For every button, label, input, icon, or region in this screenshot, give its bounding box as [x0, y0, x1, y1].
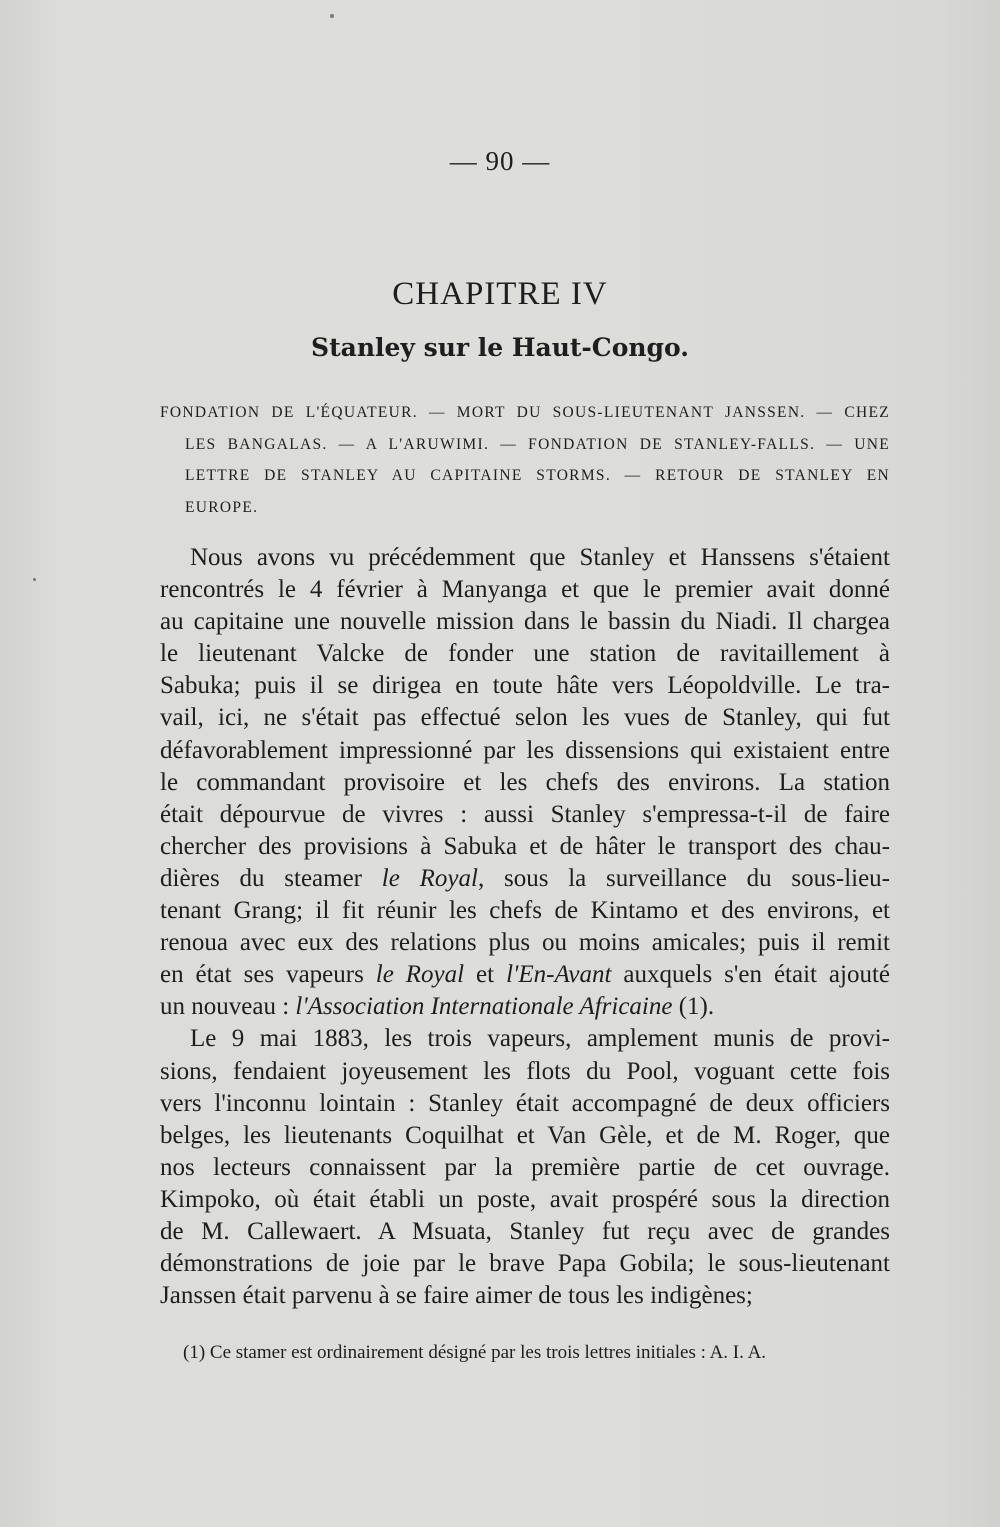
body-line: vers l'inconnu lointain : Stanley était accompagné de deux officiers: [160, 1089, 890, 1117]
summary-line: LES BANGALAS. — A L'ARUWIMI. — FONDATION DE STANLEY-FALLS. — UNE: [185, 435, 890, 453]
body-line: défavorablement impressionné par les dissensions qui existaient entre: [160, 736, 890, 764]
chapter-subtitle: Stanley sur le Haut-Congo.: [311, 333, 689, 362]
body-line: le commandant provisoire et les chefs des environs. La station: [160, 768, 890, 796]
body-line: Kimpoko, où était établi un poste, avait prospéré sous la direction: [160, 1185, 890, 1213]
italic-title: l'En-Avant: [506, 961, 612, 989]
body-text-fragment: un nouveau :: [160, 993, 296, 1021]
summary-line: LETTRE DE STANLEY AU CAPITAINE STORMS. — RETOUR DE STANLEY EN: [185, 467, 890, 484]
page-number: — 90 —: [449, 146, 551, 176]
body-line: au capitaine une nouvelle mission dans le bassin du Niadi. Il chargea: [160, 608, 890, 636]
body-line: Le 9 mai 1883, les trois vapeurs, amplement munis de provi-: [190, 1025, 890, 1053]
chapter-title: CHAPITRE IV: [392, 276, 608, 312]
body-text-fragment: et: [464, 961, 507, 989]
body-line: belges, les lieutenants Coquilhat et Van Gèle, et de M. Roger, que: [160, 1121, 890, 1149]
paper-speck: [33, 578, 36, 581]
footnote: (1) Ce stamer est ordinairement désigné par les trois lettres initiales : A. I. A.: [183, 1342, 767, 1363]
body-line: démonstrations de joie par le brave Papa Gobila; le sous-lieutenant: [160, 1250, 890, 1278]
body-text-fragment: auxquels s'en était ajouté: [611, 961, 891, 989]
body-line: chercher des provisions à Sabuka et de hâter le transport des chau-: [160, 832, 890, 860]
chapter-summary: [160, 397, 890, 523]
body-line: nos lecteurs connaissent par la première partie de cet ouvrage.: [160, 1153, 890, 1181]
body-line: tenant Grang; il fit réunir les chefs de Kintamo et des environs, et: [160, 897, 890, 925]
body-line: vail, ici, ne s'était pas effectué selon les vues de Stanley, qui fut: [160, 704, 890, 732]
body-line: [160, 863, 890, 895]
summary-line: FONDATION DE L'ÉQUATEUR. — MORT DU SOUS-LIEUTENANT JANSSEN. — CHEZ: [160, 404, 890, 421]
body-text-fragment: , sous la surveillance du sous-lieu-: [477, 864, 891, 892]
body-line: sions, fendaient joyeusement les flots du Pool, voguant cette fois: [160, 1057, 890, 1085]
summary-line: EUROPE.: [185, 498, 259, 516]
body-line: [160, 991, 890, 1023]
body-text-fragment: (1).: [672, 993, 715, 1021]
body-line: était dépourvue de vivres : aussi Stanley s'empressa-t-il de faire: [160, 800, 890, 828]
body-line: de M. Callewaert. A Msuata, Stanley fut reçu avec de grandes: [160, 1217, 890, 1245]
body-text: [160, 542, 890, 1312]
italic-title: l'Association Internationale Africaine: [295, 993, 673, 1021]
body-line: Sabuka; puis il se dirigea en toute hâte vers Léopoldville. Le tra-: [160, 672, 890, 700]
body-text-fragment: dières du steamer: [160, 864, 382, 892]
body-line: rencontrés le 4 février à Manyanga et que le premier avait donné: [160, 576, 890, 604]
italic-title: le Royal: [375, 961, 465, 989]
paper-speck: [330, 14, 334, 18]
body-line: [160, 959, 890, 991]
body-line: le lieutenant Valcke de fonder une station de ravitaillement à: [160, 640, 890, 668]
body-text-fragment: en état ses vapeurs: [160, 961, 376, 989]
body-line: Nous avons vu précédemment que Stanley et Hanssens s'étaient: [190, 544, 890, 571]
body-line: renoua avec eux des relations plus ou moins amicales; puis il remit: [160, 929, 890, 957]
body-line: Janssen était parvenu à se faire aimer de tous les indigènes;: [160, 1282, 753, 1310]
italic-title: le Royal: [381, 864, 478, 892]
